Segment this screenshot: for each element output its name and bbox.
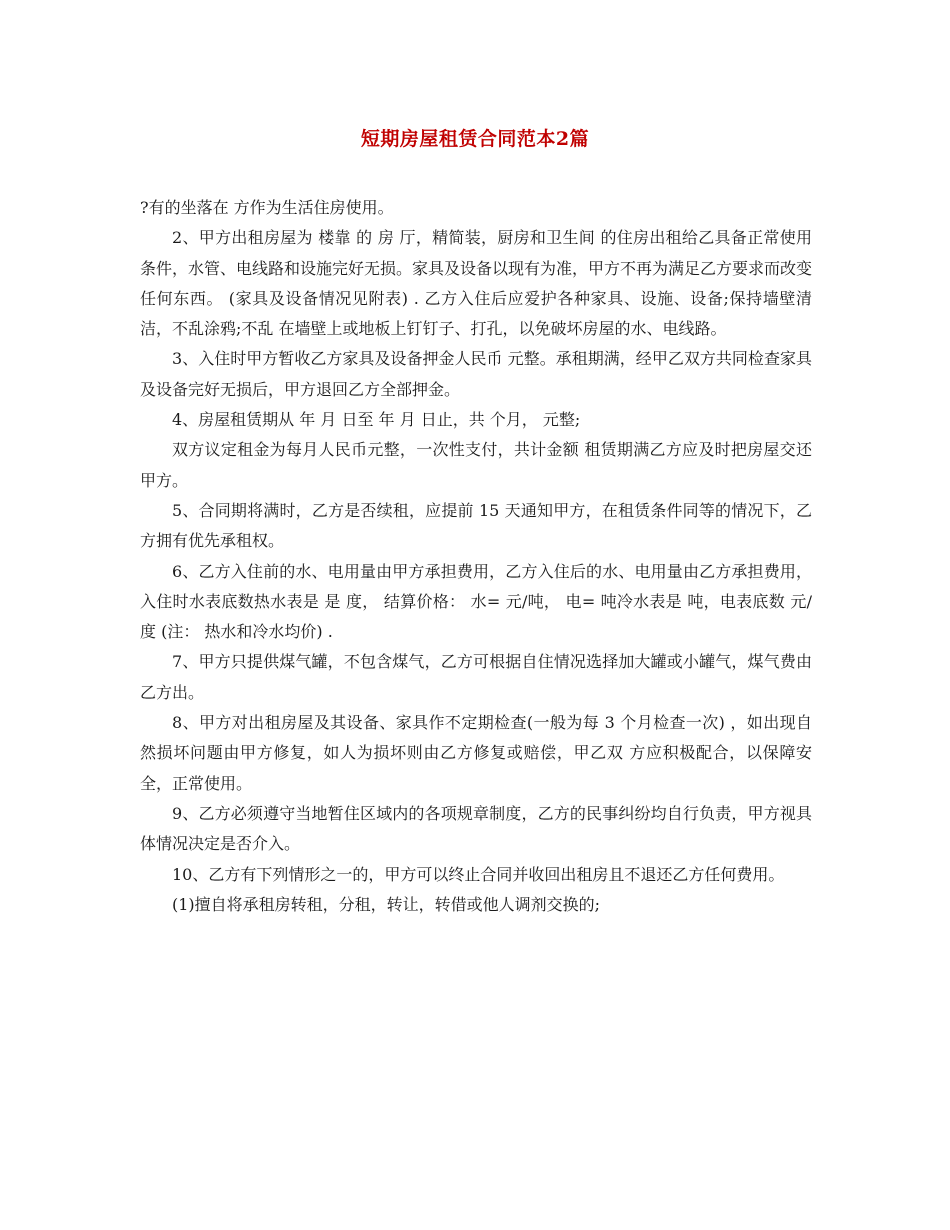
paragraph-intro: ?有的坐落在 方作为生活住房使用。: [140, 198, 394, 217]
document-body: [140, 193, 812, 920]
paragraph-item-1: (1)擅自将承租房转租，分租，转让，转借或他人调剂交换的;: [172, 894, 601, 914]
paragraph-clause-9: 9、乙方必须遵守当地暂住区域内的各项规章制度，乙方的民事纠纷均自行负责，甲方视具体情况决定是否介入。: [140, 803, 812, 854]
paragraph-clause-3: 3、入住时甲方暂收乙方家具及设备押金人民币 元整。承租期满，经甲乙双方共同检查家具及设备完好无损后，甲方退回乙方全部押金。: [140, 349, 812, 399]
paragraph-clause-10: 10、乙方有下列情形之一的，甲方可以终止合同并收回出租房且不退还乙方任何费用。: [172, 864, 785, 884]
paragraph-clause-6: 6、乙方入住前的水、电用量由甲方承担费用，乙方入住后的水、电用量由乙方承担费用，入住时水表底数热水表是 是 度， 结算价格： 水= 元/吨， 电= 吨冷水表是 吨，电表底数 元/度 (注： 热水和冷水均价) .: [140, 561, 812, 642]
paragraph-clause-5: 5、合同期将满时，乙方是否续租，应提前 15 天通知甲方，在租赁条件同等的情况下，乙方拥有优先承租权。: [140, 500, 812, 551]
paragraph-clause-4: 4、房屋租赁期从 年 月 日至 年 月 日止，共 个月， 元整;: [172, 410, 581, 430]
paragraph-clause-8: 8、甲方对出租房屋及其设备、家具作不定期检查(一般为每 3 个月检查一次) ，如出现自然损坏问题由甲方修复，如人为损坏则由乙方修复或赔偿，甲乙双 方应积极配合，以保障安全，正常使用。: [140, 713, 812, 793]
paragraph-clause-2: 2、甲方出租房屋为 楼靠 的 房 厅，精简装，厨房和卫生间 的住房出租给乙具备正常使用条件，水管、电线路和设施完好无损。家具及设备以现有为准，甲方不再为满足乙方要求而改变任何东西。 (家具及设备情况见附表) . 乙方入住后应爱护各种家具、设施、设备;保持墙壁清洁，不乱涂鸦;不乱 在墙壁上或地板上钉钉子、打孔，以免破坏房屋的水、电线路。: [140, 228, 813, 339]
paragraph-rent-agreement: 双方议定租金为每月人民币元整，一次性支付，共计金额 租赁期满乙方应及时把房屋交还甲方。: [140, 440, 812, 490]
paragraph-clause-7: 7、甲方只提供煤气罐，不包含煤气，乙方可根据自住情况选择加大罐或小罐气，煤气费由乙方出。: [140, 652, 812, 702]
document-title: 短期房屋租赁合同范本2篇: [360, 128, 590, 150]
